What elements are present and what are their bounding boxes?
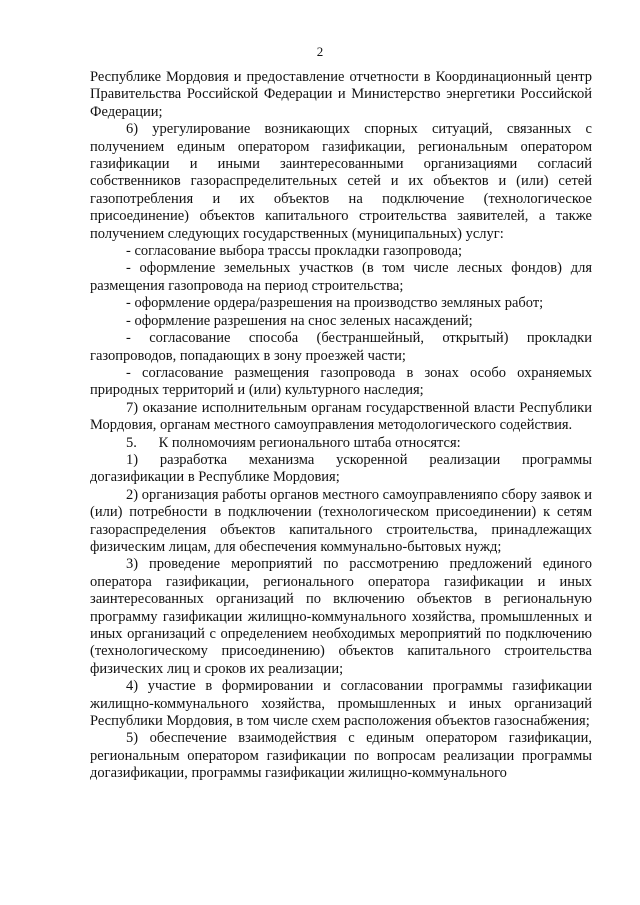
- paragraph-item-2: 2) организация работы органов местного самоуправленияпо сбору заявок и (или) потребности в подключении (технологическом присоединении) к сетям газораспределения объектов капитального строительства, принадлежащих физическим лицам, для обеспечения коммунально-бытовых нужд;: [90, 486, 592, 555]
- paragraph-item-4: 4) участие в формировании и согласовании программы газификации жилищно-коммунального хозяйства, промышленных и иных организаций Республики Мордовия, в том числе схем расположения объектов газоснабжения;: [90, 678, 592, 730]
- paragraph-item-1: 1) разработка механизма ускоренной реализации программы догазификации в Республике Мордовия;: [90, 451, 592, 486]
- page-number: 2: [316, 44, 324, 59]
- paragraph-dash-item: - согласование выбора трассы прокладки газопровода;: [126, 243, 463, 260]
- paragraph-dash-item: - согласование способа (бестраншейный, открытый) прокладки газопроводов, попадающих в зону проезжей части;: [90, 330, 592, 364]
- paragraph-dash-item: - оформление земельных участков (в том числе лесных фондов) для размещения газопровода на период строительства;: [90, 260, 592, 294]
- paragraph-dash-item: - оформление разрешения на снос зеленых насаждений;: [126, 312, 473, 329]
- paragraph-dash-item: - оформление ордера/разрешения на производство земляных работ;: [126, 295, 544, 312]
- paragraph-dash-item: - согласование размещения газопровода в зонах особо охраняемых природных территорий и (или) культурного наследия;: [90, 364, 592, 399]
- paragraph-continuation: Республике Мордовия и предоставление отчетности в Координационный центр Правительства Российской Федерации и Министерство энергетики Российской Федерации;: [90, 69, 592, 120]
- section-heading-5: 5. К полномочиям регионального штаба относятся:: [126, 434, 461, 451]
- paragraph-item-6: 6) урегулирование возникающих спорных ситуаций, связанных с получением единым оператором газификации, региональным оператором газификации и иными заинтересованными организациями согласий собственников газораспределительных сетей и их объектов и (или) сетей газопотребления и их объектов на подключение (технологическое присоединение) объектов капитального строительства заявителей, а также получением следующих государственных (муниципальных) услуг:: [90, 121, 592, 242]
- paragraph-item-5: 5) обеспечение взаимодействия с единым оператором газификации, региональным оператором газификации по вопросам реализации программы догазификации, программы газификации жилищно-коммунального: [90, 730, 592, 782]
- document-body: [90, 69, 592, 783]
- paragraph-item-3: 3) проведение мероприятий по рассмотрению предложений единого оператора газификации, регионального оператора газификации и иных заинтересованных организаций по включению объектов в региональную программу газификации жилищно-коммунального хозяйства, промышленных и иных организаций с определением необходимых мероприятий по подключению (технологическому присоединению) объектов капитального строительства физических лиц и сроков их реализации;: [90, 556, 592, 677]
- paragraph-item-7: 7) оказание исполнительным органам государственной власти Республики Мордовия, органам местного самоуправления методологического содействия.: [90, 399, 592, 434]
